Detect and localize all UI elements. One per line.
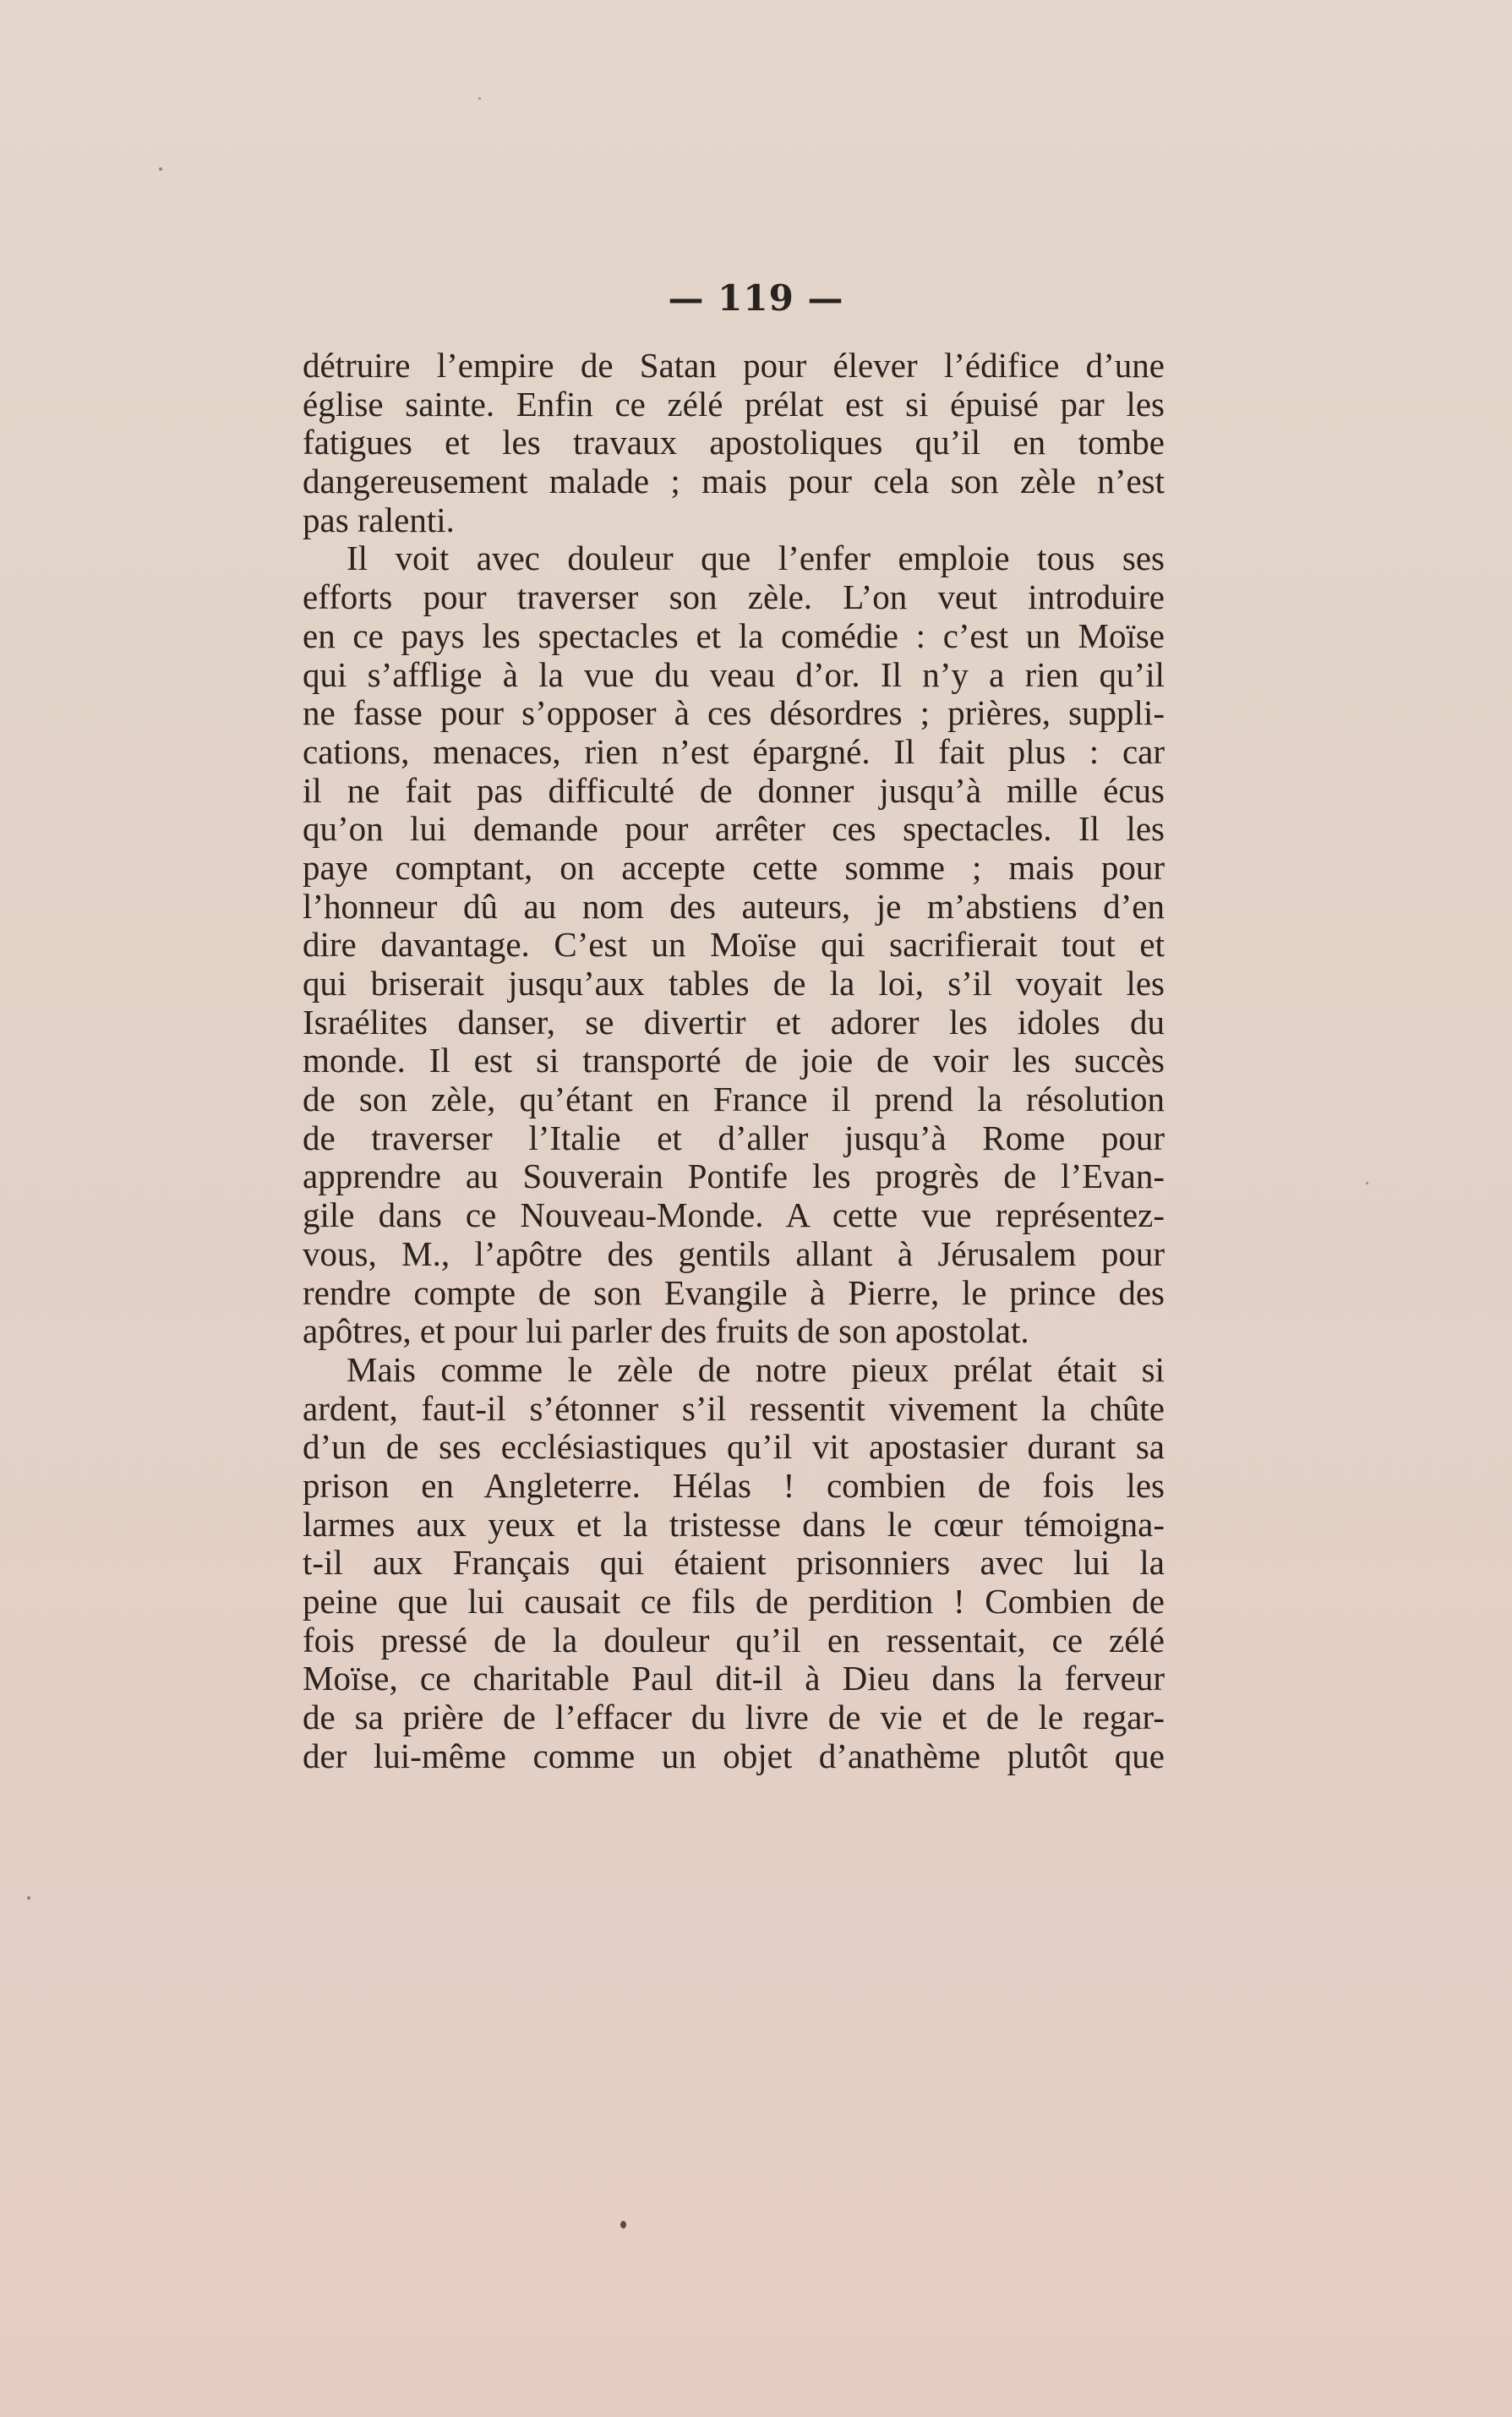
- text-line: efforts pour traverser son zèle. L’on veut introduire: [303, 578, 1165, 617]
- text-line: vous, M., l’apôtre des gentils allant à Jérusalem pour: [303, 1234, 1165, 1273]
- text-line: peine que lui causait ce fils de perdition ! Combien de: [303, 1583, 1165, 1621]
- paper-speck: [159, 167, 162, 171]
- paper-speck: [478, 97, 481, 100]
- text-line: en ce pays les spectacles et la comédie : c’est un Moïse: [303, 616, 1165, 655]
- page-number: — 119 —: [668, 277, 844, 319]
- text-line: Moïse, ce charitable Paul dit-il à Dieu dans la ferveur: [303, 1660, 1165, 1698]
- text-line: monde. Il est si transporté de joie de voir les succès: [303, 1042, 1165, 1080]
- text-line: apprendre au Souverain Pontife les progrès de l’Evan-: [303, 1157, 1165, 1196]
- text-line: Il voit avec douleur que l’enfer emploie tous ses: [347, 539, 1165, 578]
- text-line: de son zèle, qu’étant en France il prend la résolution: [303, 1080, 1165, 1119]
- text-line: ardent, faut-il s’étonner s’il ressentit vivement la chûte: [303, 1389, 1165, 1428]
- text-line: de traverser l’Italie et d’aller jusqu’à Rome pour: [303, 1118, 1165, 1157]
- text-line: dire davantage. C’est un Moïse qui sacrifierait tout et: [303, 926, 1165, 965]
- body-text: [303, 347, 1165, 1775]
- text-line: der lui-même comme un objet d’anathème plutôt que: [303, 1736, 1165, 1775]
- text-line: t-il aux Français qui étaient prisonniers avec lui la: [303, 1544, 1165, 1583]
- text-line: dangereusement malade ; mais pour cela son zèle n’est: [303, 462, 1165, 501]
- text-line: qui briserait jusqu’aux tables de la loi, s’il voyait les: [303, 965, 1165, 1003]
- text-line: qu’on lui demande pour arrêter ces spectacles. Il les: [303, 810, 1165, 849]
- text-line: larmes aux yeux et la tristesse dans le cœur témoigna-: [303, 1505, 1165, 1544]
- text-line: pas ralenti.: [303, 500, 455, 539]
- text-line: cations, menaces, rien n’est épargné. Il fait plus : car: [303, 732, 1165, 771]
- text-line: Israélites danser, se divertir et adorer les idoles du: [303, 1003, 1165, 1042]
- paper-speck: [1366, 1182, 1368, 1184]
- text-line: gile dans ce Nouveau-Monde. A cette vue représentez-: [303, 1196, 1165, 1235]
- text-line: paye comptant, on accepte cette somme ; mais pour: [303, 848, 1165, 887]
- paper-speck: [27, 1896, 30, 1900]
- text-line: fois pressé de la douleur qu’il en ressentait, ce zélé: [303, 1621, 1165, 1660]
- text-line: l’honneur dû au nom des auteurs, je m’abstiens d’en: [303, 887, 1165, 926]
- text-line: rendre compte de son Evangile à Pierre, le prince des: [303, 1273, 1165, 1312]
- text-line: il ne fait pas difficulté de donner jusqu’à mille écus: [303, 771, 1165, 810]
- text-line: fatigues et les travaux apostoliques qu’il en tombe: [303, 424, 1165, 462]
- text-line: ne fasse pour s’opposer à ces désordres ; prières, suppli-: [303, 694, 1165, 733]
- text-line: apôtres, et pour lui parler des fruits de son apostolat.: [303, 1312, 1029, 1351]
- text-line: qui s’afflige à la vue du veau d’or. Il n’y a rien qu’il: [303, 655, 1165, 694]
- text-line: Mais comme le zèle de notre pieux prélat était si: [347, 1350, 1165, 1389]
- paper-speck: [620, 2221, 626, 2228]
- text-line: détruire l’empire de Satan pour élever l’édifice d’une: [303, 347, 1165, 385]
- text-line: d’un de ses ecclésiastiques qu’il vit apostasier durant sa: [303, 1428, 1165, 1467]
- text-line: de sa prière de l’effacer du livre de vie et de le regar-: [303, 1698, 1165, 1737]
- text-line: église sainte. Enfin ce zélé prélat est si épuisé par les: [303, 385, 1165, 424]
- text-line: prison en Angleterre. Hélas ! combien de fois les: [303, 1466, 1165, 1505]
